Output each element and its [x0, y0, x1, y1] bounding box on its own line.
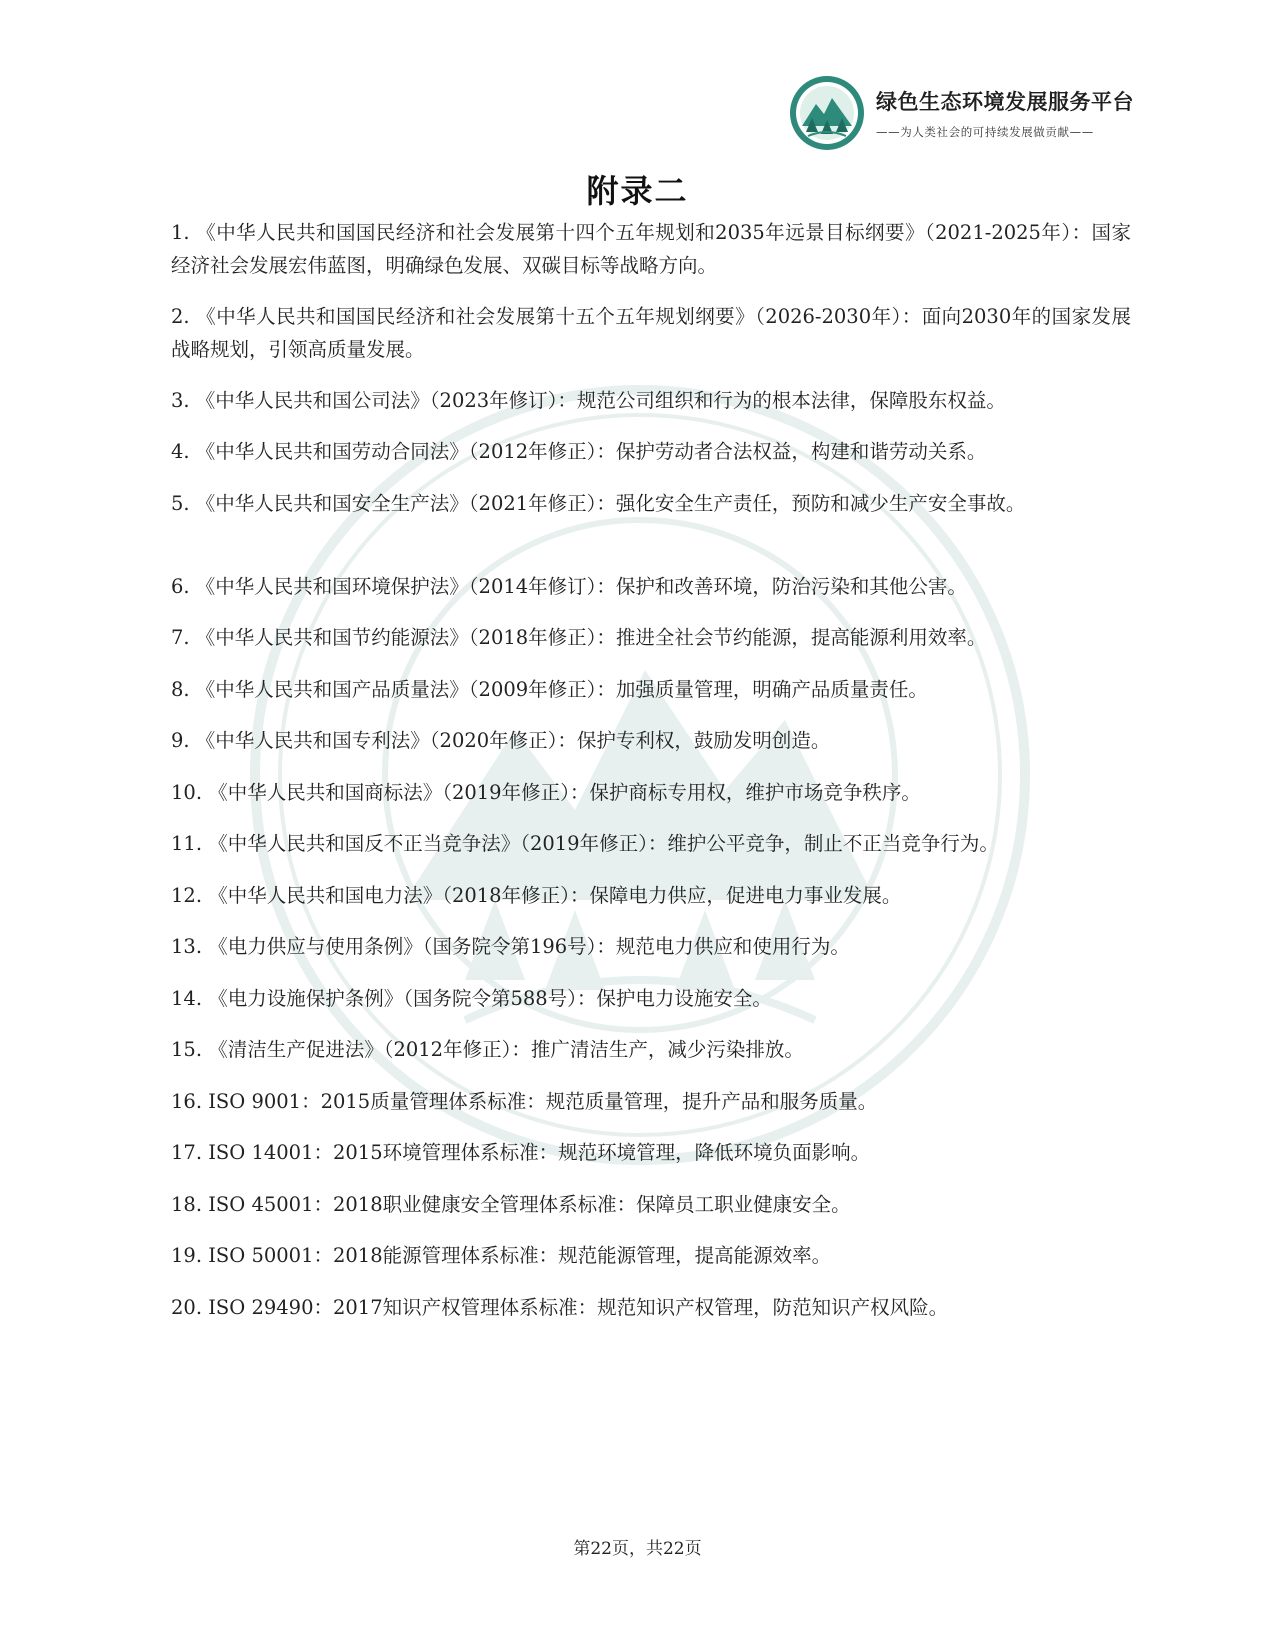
list-item: 3. 《中华人民共和国公司法》（2023年修订）：规范公司组织和行为的根本法律，保障股东权益。: [171, 389, 1006, 412]
list-item: 12. 《中华人民共和国电力法》（2018年修正）：保障电力供应，促进电力事业发展。: [171, 884, 902, 907]
list-item: 1. 《中华人民共和国国民经济和社会发展第十四个五年规划和2035年远景目标纲要》（2021-2025年）：国家经济社会发展宏伟蓝图，明确绿色发展、双碳目标等战略方向。: [171, 221, 1131, 277]
list-item: 13. 《电力供应与使用条例》（国务院令第196号）：规范电力供应和使用行为。: [171, 935, 850, 958]
platform-logo: [788, 74, 866, 152]
list-item: 6. 《中华人民共和国环境保护法》（2014年修订）：保护和改善环境，防治污染和其他公害。: [171, 575, 967, 598]
list-item: 10. 《中华人民共和国商标法》（2019年修正）：保护商标专用权，维护市场竞争秩序。: [171, 781, 921, 804]
list-item: 20. ISO 29490：2017知识产权管理体系标准：规范知识产权管理，防范知识产权风险。: [171, 1296, 949, 1319]
list-item: 15. 《清洁生产促进法》（2012年修正）：推广清洁生产，减少污染排放。: [171, 1038, 804, 1061]
list-item: 7. 《中华人民共和国节约能源法》（2018年修正）：推进全社会节约能源，提高能源利用效率。: [171, 626, 987, 649]
page-header: [788, 74, 1148, 154]
list-item: 9. 《中华人民共和国专利法》（2020年修正）：保护专利权，鼓励发明创造。: [171, 729, 831, 752]
list-item: 5. 《中华人民共和国安全生产法》（2021年修正）：强化安全生产责任，预防和减少生产安全事故。: [171, 492, 1026, 515]
list-item: 19. ISO 50001：2018能源管理体系标准：规范能源管理，提高能源效率。: [171, 1244, 832, 1267]
list-item: 8. 《中华人民共和国产品质量法》（2009年修正）：加强质量管理，明确产品质量责任。: [171, 678, 928, 701]
list-item: 18. ISO 45001：2018职业健康安全管理体系标准：保障员工职业健康安全。: [171, 1193, 851, 1216]
list-item: 4. 《中华人民共和国劳动合同法》（2012年修正）：保护劳动者合法权益，构建和谐劳动关系。: [171, 440, 987, 463]
list-item: 16. ISO 9001：2015质量管理体系标准：规范质量管理，提升产品和服务质量。: [171, 1090, 878, 1113]
brand-tagline: ——为人类社会的可持续发展做贡献——: [876, 125, 1094, 139]
list-item: 2. 《中华人民共和国国民经济和社会发展第十五个五年规划纲要》（2026-2030年）：面向2030年的国家发展战略规划，引领高质量发展。: [171, 305, 1131, 361]
page-title: 附录二: [586, 172, 689, 210]
brand-title: 绿色生态环境发展服务平台: [876, 90, 1134, 114]
list-item: 14. 《电力设施保护条例》（国务院令第588号）：保护电力设施安全。: [171, 987, 772, 1010]
list-item: 17. ISO 14001：2015环境管理体系标准：规范环境管理，降低环境负面影响。: [171, 1141, 871, 1164]
list-item: 11. 《中华人民共和国反不正当竞争法》（2019年修正）：维护公平竞争，制止不正当竞争行为。: [171, 832, 999, 855]
page-number: 第22页，共22页: [573, 1539, 702, 1559]
